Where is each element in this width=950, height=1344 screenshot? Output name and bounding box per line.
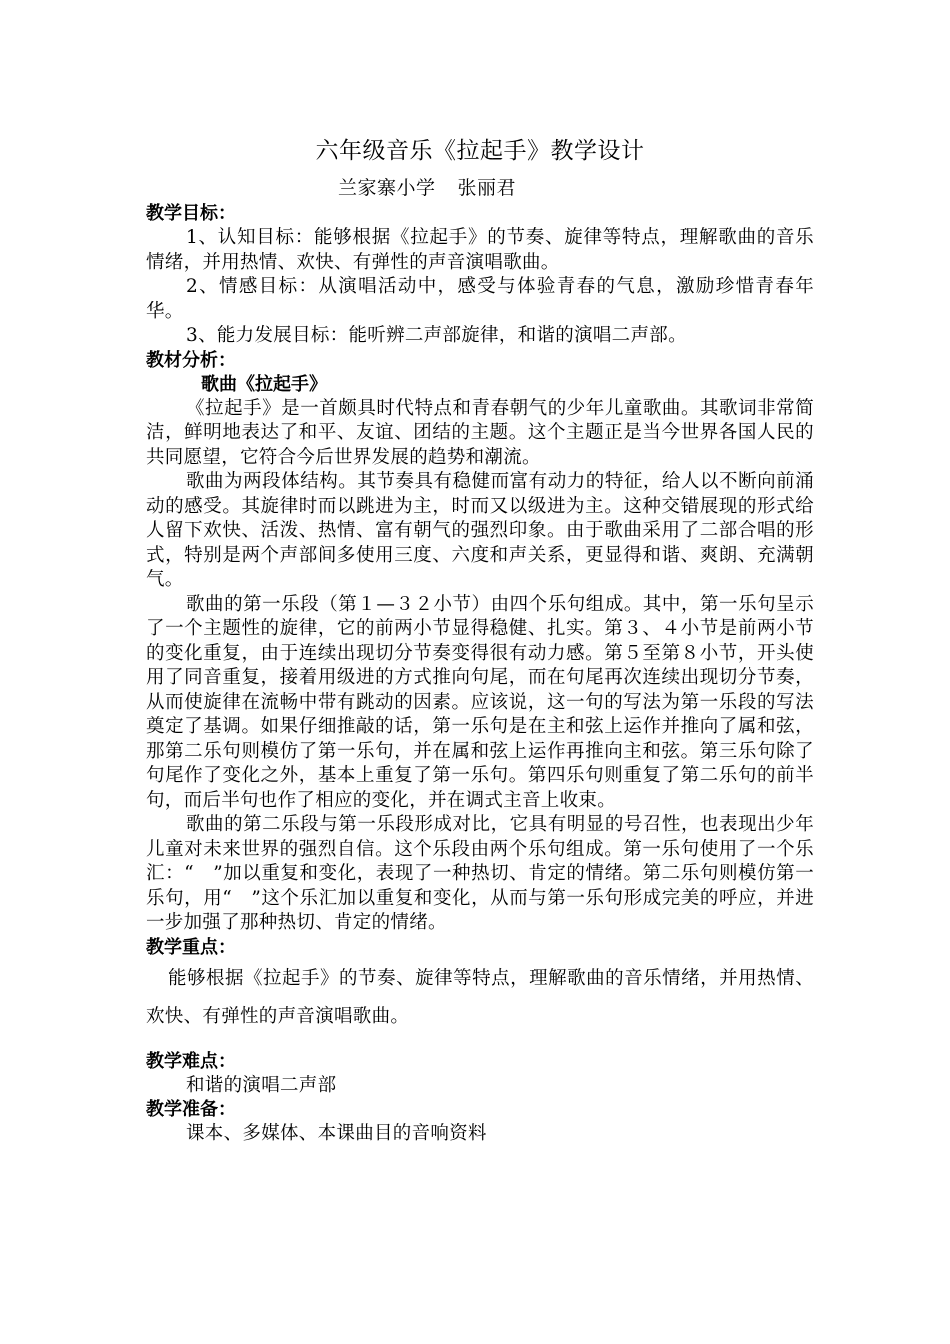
analysis-paragraph: 歌曲为两段体结构。其节奏具有稳健而富有动力的特征，给人以不断向前涌动的感受。其旋律时而以跳进为主，时而又以级进为主。这种交错展现的形式给人留下欢快、活泼、热情、富有朝气的强烈印象。由于歌曲采用了二部合唱的形式，特别是两个声部间多使用三度、六度和声关系，更显得和谐、爽朗、充满朝气。: [146, 471, 814, 590]
document-page: [146, 134, 814, 1147]
difficulties-heading: 教学难点：: [146, 1050, 236, 1072]
analysis-heading: 教材分析：: [146, 349, 236, 371]
analysis-paragraph: 歌曲的第二乐段与第一乐段形成对比，它具有明显的号召性，也表现出少年儿童对未来世界的强烈自信。这个乐段由两个乐句组成。第一乐句使用了一个乐汇：“ ”加以重复和变化，表现了一种热切、肯定的情绪。第二乐句则模仿第一乐句，用“ ”这个乐汇加以重复和变化，从而与第一乐句形成完美的呼应，并进一步加强了那种热切、肯定的情绪。: [146, 814, 814, 933]
difficulties-text: 和谐的演唱二声部: [186, 1074, 337, 1096]
objective-item: 3、能力发展目标：能听辨二声部旋律，和谐的演唱二声部。: [186, 325, 687, 346]
preparation-heading: 教学准备：: [146, 1099, 236, 1120]
section-spacer: [146, 1036, 814, 1050]
objective-item: 1、认知目标：能够根据《拉起手》的节奏、旋律等特点，理解歌曲的音乐情绪，并用热情、欢快、有弹性的声音演唱歌曲。: [146, 227, 814, 273]
analysis-paragraph: 《拉起手》是一首颇具时代特点和青春朝气的少年儿童歌曲。其歌词非常简洁，鲜明地表达了和平、友谊、团结的主题。这个主题正是当今世界各国人民的共同愿望，它符合今后世界发展的趋势和潮流。: [146, 397, 814, 468]
analysis-paragraph: 歌曲的第一乐段（第１—３２小节）由四个乐句组成。其中，第一乐句呈示了一个主题性的旋律，它的前两小节显得稳健、扎实。第３、４小节是前两小节的变化重复，由于连续出现切分节奏变得很有动力感。第５至第８小节，开头使用了同音重复，接着用级进的方式推向句尾，而在句尾再次连续出现切分节奏，从而使旋律在流畅中带有跳动的因素。应该说，这一句的写法为第一乐段的写法奠定了基调。如果仔细推敲的话，第一乐句是在主和弦上运作并推向了属和弦，那第二乐句则模仿了第一乐句，并在属和弦上运作再推向主和弦。第三乐句除了句尾作了变化之外，基本上重复了第一乐句。第四乐句则重复了第二乐句的前半句，而后半句也作了相应的变化，并在调式主音上收束。: [146, 593, 814, 811]
author-line: [338, 174, 814, 202]
teacher-name: 张丽君: [457, 177, 517, 199]
analysis-subheading: 歌曲《拉起手》: [201, 373, 327, 395]
document-title: 六年级音乐《拉起手》教学设计: [315, 138, 645, 164]
preparation-text: 课本、多媒体、本课曲目的音响资料: [186, 1123, 487, 1144]
objectives-heading: 教学目标：: [146, 203, 236, 224]
key-points-heading: 教学重点：: [146, 936, 236, 958]
key-points-text: 能够根据《拉起手》的节奏、旋律等特点，理解歌曲的音乐情绪，并用热情、欢快、有弹性的声音演唱歌曲。: [146, 967, 814, 1027]
school-name: 兰家寨小学: [338, 177, 436, 199]
objective-item: 2、情感目标：从演唱活动中，感受与体验青春的气息，激励珍惜青春年华。: [146, 276, 814, 322]
